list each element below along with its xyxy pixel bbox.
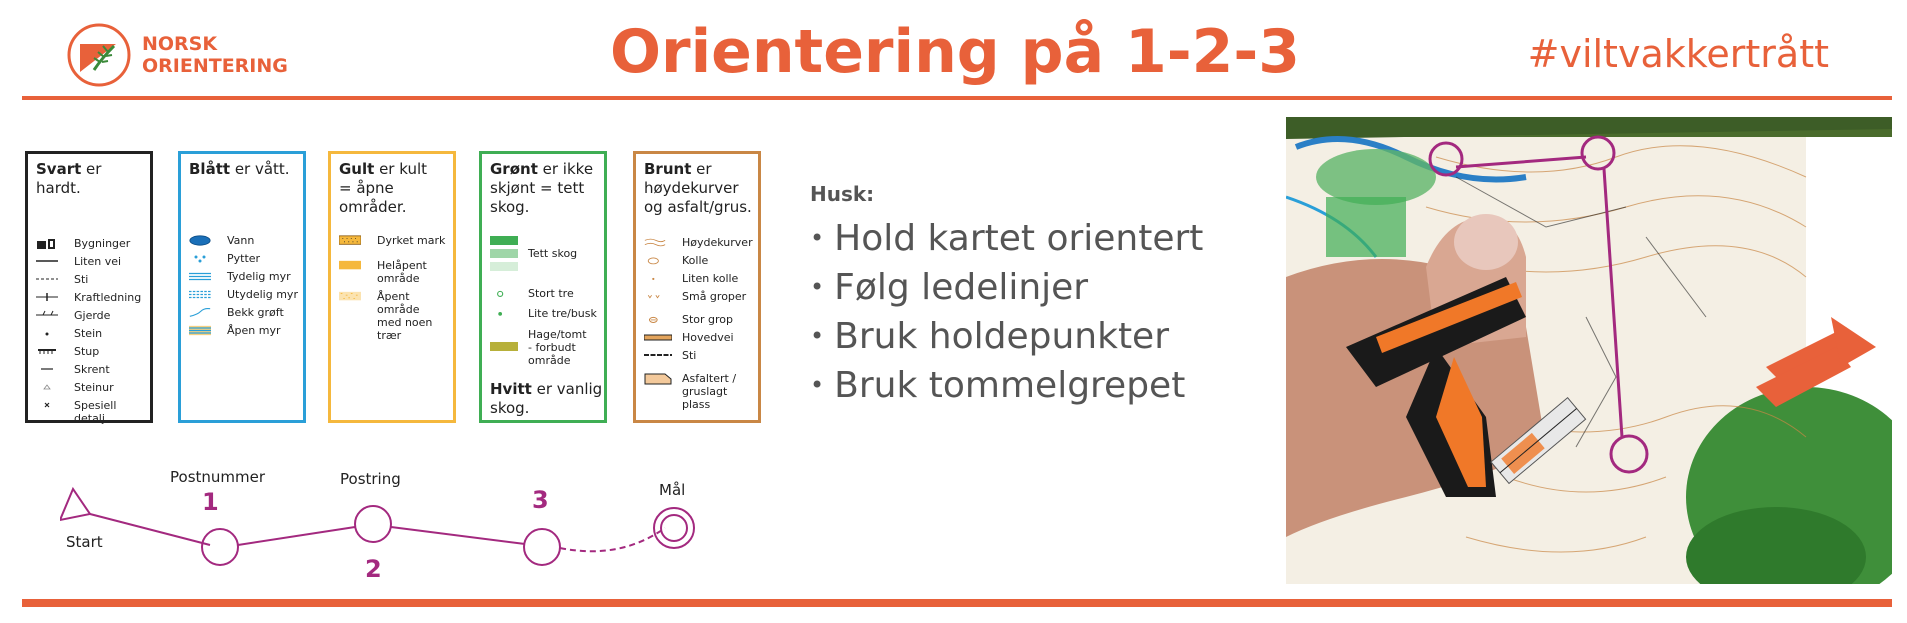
legend-item-label: Gjerde <box>74 309 111 322</box>
legend-item-label: Stup <box>74 345 100 358</box>
control-number-1: 1 <box>202 488 219 516</box>
bullet-icon: • <box>810 322 825 350</box>
legend-card-brown <box>633 151 761 423</box>
legend-heading-bold: Grønt <box>490 160 538 178</box>
contour-lines-icon <box>644 236 666 249</box>
open-land-icon <box>339 259 361 272</box>
private-area-icon <box>490 340 518 353</box>
legend-item-label: Spesiell detalj <box>74 399 117 425</box>
stream-icon <box>189 306 211 319</box>
legend-heading-rest: er høydekurver og asfalt/grus. <box>644 160 752 216</box>
tip-item <box>810 363 1185 408</box>
bullet-icon: • <box>810 273 825 301</box>
legend-item-label: Åpent område med noen trær <box>377 290 433 342</box>
legend-heading-bold: Gult <box>339 160 375 178</box>
control-circle-1 <box>202 529 238 565</box>
course-diagram <box>60 460 720 600</box>
tip-text: Hold kartet orientert <box>834 218 1204 259</box>
legend-item-label: Steinur <box>74 381 114 394</box>
legend-item-label: Bekk grøft <box>227 306 284 319</box>
legend-white-bold: Hvitt <box>490 380 532 398</box>
legend-item-label: Små groper <box>682 290 747 303</box>
legend-white-rest: er vanlig skog. <box>490 380 603 417</box>
start-label: Start <box>66 533 103 551</box>
legend-item-label: Asfaltert / gruslagt plass <box>682 372 737 411</box>
legend-white-heading <box>490 380 602 418</box>
legend-item-label: Sti <box>74 273 89 286</box>
bullet-icon: • <box>810 224 825 252</box>
open-marsh-icon <box>189 324 211 337</box>
legend-card-black <box>25 151 153 423</box>
control-circle-3 <box>524 529 560 565</box>
knoll-icon <box>644 254 666 267</box>
legend-heading-rest: er ikke skjønt = tett skog. <box>490 160 594 216</box>
legend-item-label: Stein <box>74 327 103 340</box>
bullet-icon: • <box>810 371 825 399</box>
pond-icon <box>189 252 211 265</box>
legend-item-label: Bygninger <box>74 237 131 250</box>
legend-card-yellow <box>328 151 456 423</box>
small-tree-icon <box>490 307 512 320</box>
legend-item-label: Åpen myr <box>227 324 281 337</box>
cultivated-land-icon <box>339 234 361 247</box>
legend-item-label: Hage/tomt - forbudt område <box>528 328 587 367</box>
legend-heading <box>339 160 447 217</box>
legend-card-blue <box>178 151 306 423</box>
tips-heading: Husk: <box>810 182 875 206</box>
power-line-icon <box>36 291 58 304</box>
paved-area-icon <box>644 372 672 385</box>
legend-heading-rest: er vått. <box>230 160 290 178</box>
legend-item-label: Liten kolle <box>682 272 739 285</box>
legend-item-label: Utydelig myr <box>227 288 298 301</box>
legend-item-label: Lite tre/busk <box>528 307 597 320</box>
legend-heading-rest: er kult = åpne områder. <box>339 160 428 216</box>
legend-heading-bold: Brunt <box>644 160 692 178</box>
legend-item-label: Høydekurver <box>682 236 753 249</box>
special-feature-icon <box>36 399 58 412</box>
large-tree-icon <box>490 287 512 300</box>
tip-item <box>810 314 1169 359</box>
main-road-icon <box>644 331 672 344</box>
legend-item-label: Tydelig myr <box>227 270 291 283</box>
legend-item-label: Liten vei <box>74 255 122 268</box>
top-divider <box>22 96 1892 100</box>
legend-heading <box>644 160 752 217</box>
legend-item-label: Vann <box>227 234 255 247</box>
tip-item <box>810 265 1088 310</box>
legend-item-label: Skrent <box>74 363 110 376</box>
dense-forest-icon <box>490 236 518 272</box>
logo-text-orientering: ORIENTERING <box>142 55 288 77</box>
boulder-icon <box>36 327 58 340</box>
legend-heading <box>189 160 297 179</box>
legend-item-label: Pytter <box>227 252 261 265</box>
legend-item-label: Stor grop <box>682 313 734 326</box>
legend-item-label: Tett skog <box>528 247 578 260</box>
page-title: Orientering på 1-2-3 <box>609 17 1301 87</box>
legend-heading-rest: er hardt. <box>36 160 102 197</box>
legend-card-green <box>479 151 607 423</box>
control-number-3: 3 <box>532 486 549 514</box>
indistinct-marsh-icon <box>189 288 211 301</box>
orienteering-logo-icon <box>66 22 132 88</box>
rough-open-land-icon <box>339 290 361 303</box>
legend-heading-bold: Svart <box>36 160 82 178</box>
large-pit-icon <box>644 313 666 326</box>
legend-item-label: Dyrket mark <box>377 234 446 247</box>
path-icon <box>36 273 58 286</box>
marsh-icon <box>189 270 211 283</box>
small-road-icon <box>36 255 58 268</box>
tip-text: Følg ledelinjer <box>834 267 1089 308</box>
tip-text: Bruk tommelgrepet <box>834 365 1186 406</box>
legend-item-label: Sti <box>682 349 697 362</box>
hashtag: #viltvakkertrått <box>1527 32 1829 76</box>
norsk-orientering-logo <box>66 22 336 88</box>
fence-icon <box>36 309 58 322</box>
postring-label: Postring <box>340 470 401 488</box>
finish-label: Mål <box>659 481 686 499</box>
control-number-2: 2 <box>365 555 382 583</box>
tip-text: Bruk holdepunkter <box>834 316 1170 357</box>
legend-item-label: Kraftledning <box>74 291 142 304</box>
postnummer-label: Postnummer <box>170 468 266 486</box>
cliff-icon <box>36 345 58 358</box>
boulder-field-icon <box>36 381 58 394</box>
legend-item-label: Stort tre <box>528 287 574 300</box>
track-icon <box>644 349 672 362</box>
tip-item <box>810 216 1203 261</box>
legend-item-label: Hovedvei <box>682 331 734 344</box>
map-thumb-photo <box>1286 117 1892 584</box>
legend-heading <box>36 160 144 198</box>
legend-item-label: Kolle <box>682 254 709 267</box>
rock-face-icon <box>36 363 58 376</box>
start-triangle-icon <box>60 489 90 520</box>
legend-item-label: Helåpent område <box>377 259 427 285</box>
small-knoll-icon <box>644 272 666 285</box>
buildings-icon <box>36 237 58 250</box>
legend-heading-bold: Blått <box>189 160 231 178</box>
small-pits-icon <box>644 290 666 303</box>
lake-icon <box>189 234 211 247</box>
finish-inner-circle <box>661 515 687 541</box>
legend-heading <box>490 160 598 217</box>
logo-text-norsk: NORSK <box>142 33 218 55</box>
control-circle-2 <box>355 506 391 542</box>
bottom-divider <box>22 599 1892 607</box>
